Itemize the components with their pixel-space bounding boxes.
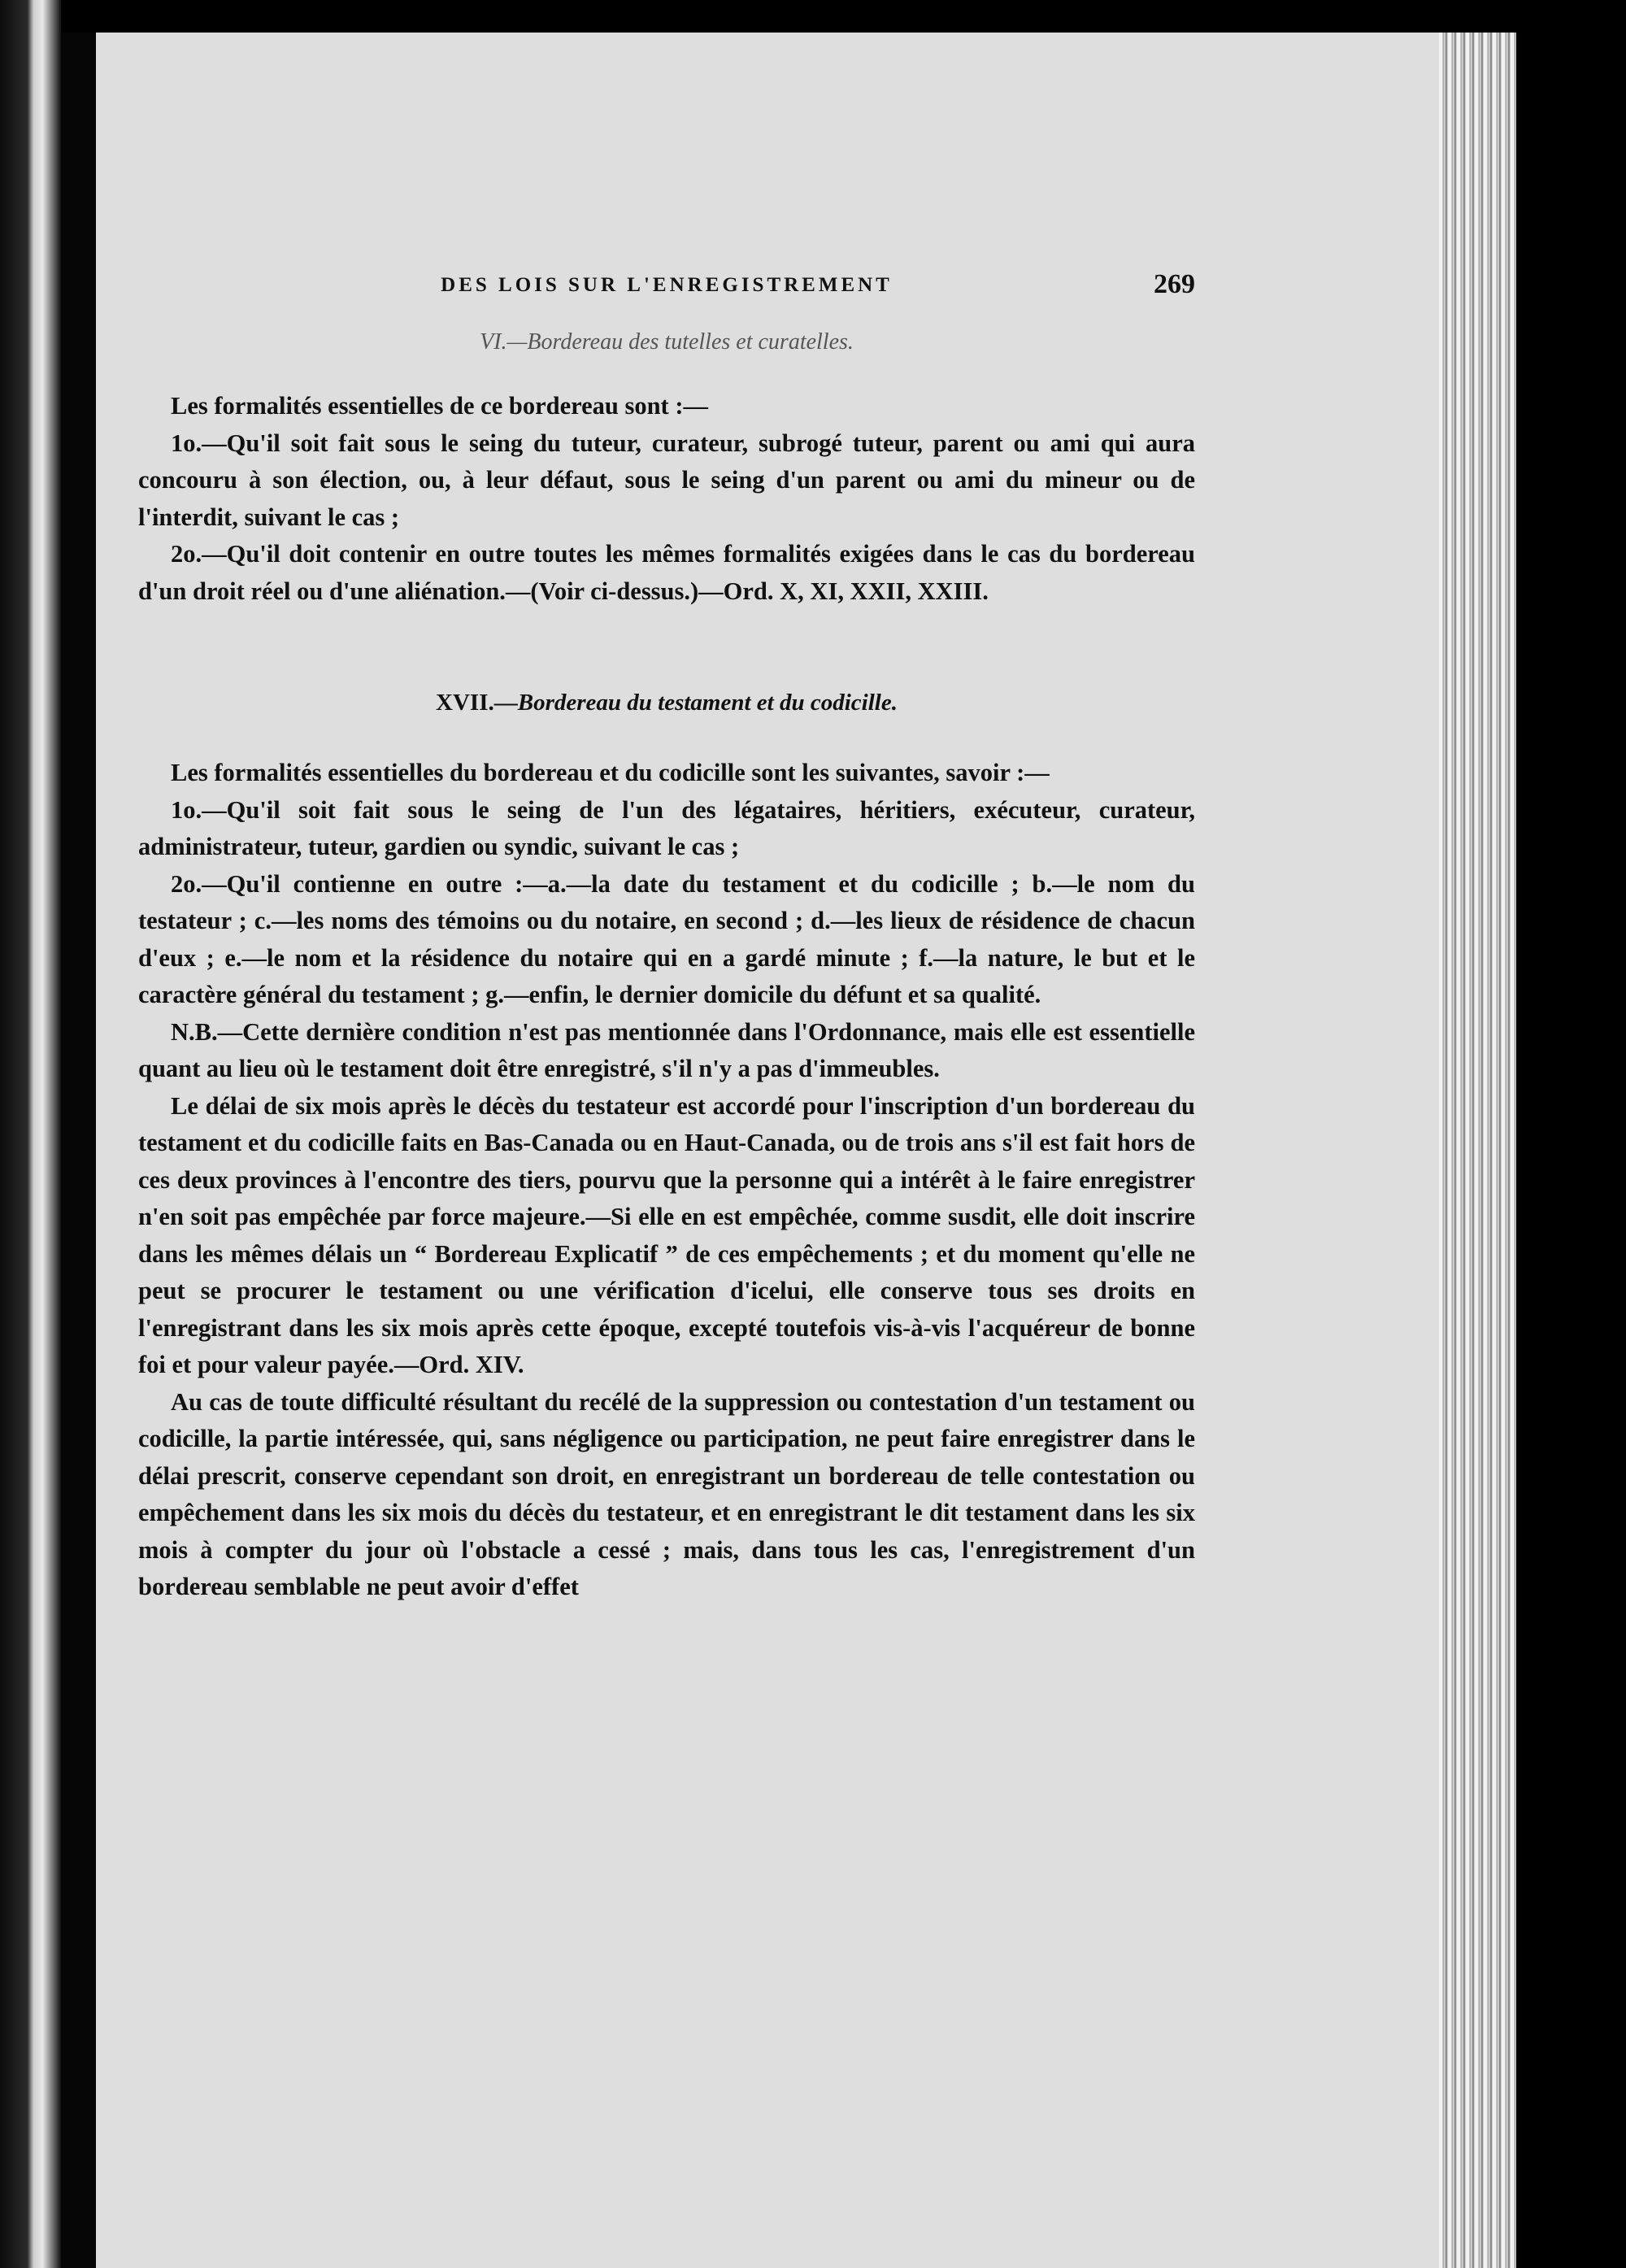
paragraph: N.B.—Cette dernière condition n'est pas mentionnée dans l'Ordonnance, mais elle est essentielle quant au lieu où le testament doit être enregistré, s'il n'y a pas d'immeubles. (138, 1017, 1195, 1082)
scan-right-border (1516, 0, 1626, 2268)
paragraph: Les formalités essentielles de ce bordereau sont :— (171, 392, 708, 420)
paragraph: 2o.—Qu'il doit contenir en outre toutes les mêmes formalités exigées dans le cas du bordereau d'un droit réel ou d'une aliénation.—(Voir ci-dessus.)—Ord. X, XI, XXII, XXIII. (138, 540, 1195, 605)
section-16-body (138, 388, 1195, 610)
paragraph: 1o.—Qu'il soit fait sous le seing du tuteur, curateur, subrogé tuteur, parent ou ami qui aura concouru à son élection, ou, à leur défaut, sous le seing d'un parent ou ami du mineur ou de l'interdit, suivant le cas ; (138, 429, 1195, 531)
section-17-title: Bordereau du testament et du codicille. (517, 690, 898, 716)
running-title: DES LOIS SUR L'ENREGISTREMENT (441, 274, 893, 296)
paragraph: Les formalités essentielles du bordereau et du codicille sont les suivantes, savoir :— (171, 759, 1050, 786)
section-17-body (138, 755, 1195, 1606)
running-head (138, 269, 1195, 307)
paragraph: 2o.—Qu'il contienne en outre :—a.—la date du testament et du codicille ; b.—le nom du testateur ; c.—les noms des témoins ou du notaire, en second ; d.—les lieux de résidence de chacun d'eux ; e.—le nom et la résidence du notaire qui en a gardé minute ; f.—la nature, le but et le caractère général du testament ; g.—enfin, le dernier domicile du défunt et sa qualité. (138, 869, 1195, 1008)
paragraph: 1o.—Qu'il soit fait sous le seing de l'un des légataires, héritiers, exécuteur, curateur, administrateur, tuteur, gardien ou syndic, suivant le cas ; (138, 795, 1195, 860)
section-16-heading: VI.—Bordereau des tutelles et curatelles. (480, 329, 854, 355)
section-17-heading (138, 690, 1195, 716)
previous-page-edge (0, 0, 61, 2268)
paragraph: Le délai de six mois après le décès du testateur est accordé pour l'inscription d'un bordereau du testament et du codicille faits en Bas-Canada ou en Haut-Canada, ou de trois ans s'il est fait hors de ces deux provinces à l'encontre des tiers, pourvu que la personne qui a intérêt à le faire enregistrer n'en soit pas empêchée par force majeure.—Si elle en est empêchée, comme susdit, elle doit inscrire dans les mêmes délais un “ Bordereau Explicatif ” de ces empêchements ; et du moment qu'elle ne peut se procurer le testament ou une vérification d'icelui, elle conserve tous ses droits en l'enregistrant dans les six mois après cette époque, excepté toutefois vis-à-vis l'acquéreur de bonne foi et pour valeur payée.—Ord. XIV. (138, 1091, 1195, 1378)
page-stack-edges (1439, 33, 1516, 2268)
section-17-number: XVII.— (436, 690, 518, 716)
paragraph: Au cas de toute difficulté résultant du recélé de la suppression ou contestation d'un testament ou codicille, la partie intéressée, qui, sans négligence ou participation, ne peut faire enregistrer dans le délai prescrit, conserve cependant son droit, en enregistrant un bordereau de telle contestation ou empêchement dans les six mois du décès du testateur, et en enregistrant le dit testament dans les six mois à compter du jour où l'obstacle a cessé ; mais, dans tous les cas, l'enregistrement d'un bordereau semblable ne peut avoir d'effet (138, 1387, 1195, 1600)
page-number: 269 (1154, 269, 1195, 299)
scan-top-border (61, 0, 1524, 33)
